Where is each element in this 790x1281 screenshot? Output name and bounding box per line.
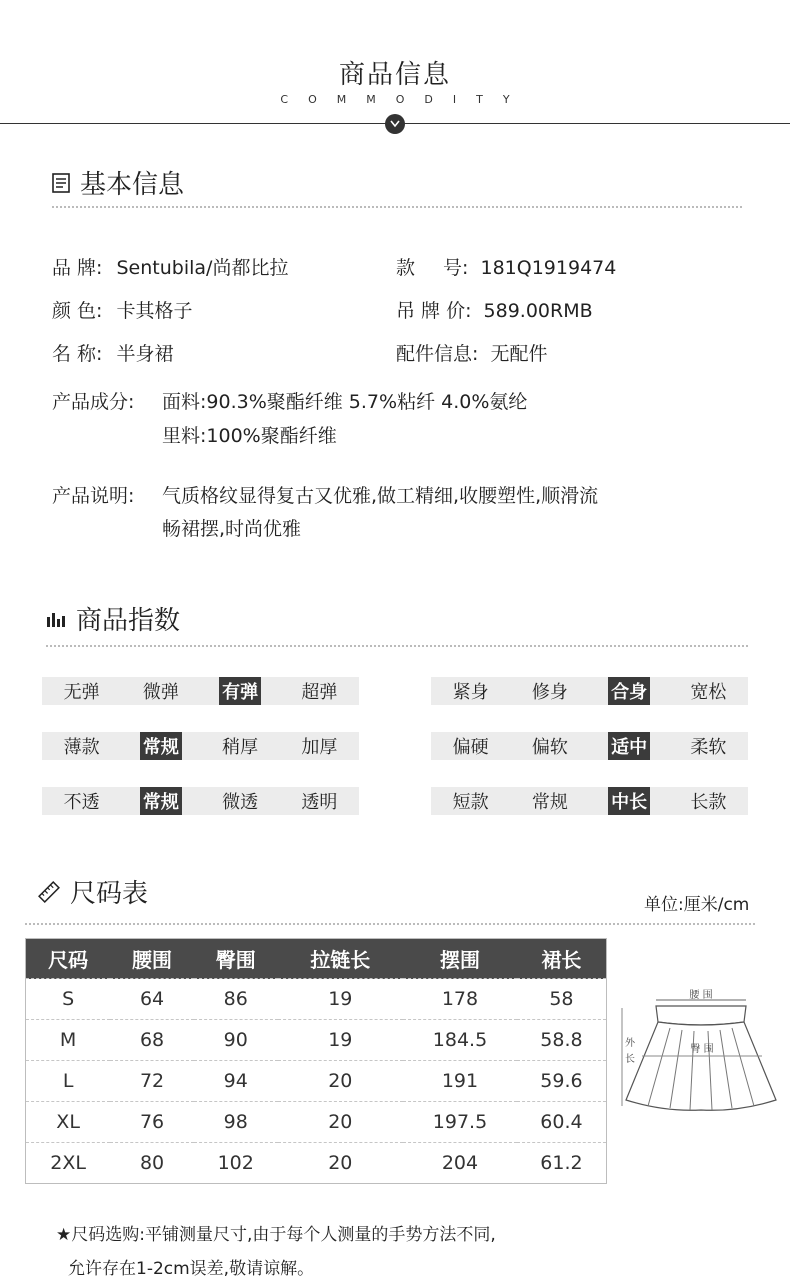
name-label: 名 称: (52, 343, 103, 365)
waist-label: 腰 围 (689, 990, 713, 1001)
table-row (26, 1061, 607, 1102)
skirt-waistband (656, 1006, 746, 1025)
basic-info-title: 基本信息 (80, 170, 185, 200)
scale-option: 不透 (63, 792, 100, 813)
scale-option: 偏软 (531, 737, 568, 758)
scale-option: 加厚 (301, 737, 338, 758)
length-label-1: 外 (625, 1038, 635, 1049)
table-cell: M (26, 1020, 111, 1061)
scale-option: 无弹 (63, 682, 100, 703)
column-header: 拉链长 (278, 939, 404, 979)
hip-label: 臀 围 (690, 1044, 714, 1055)
accessory-value: 无配件 (490, 343, 548, 365)
composition-line-1: 面料:90.3%聚酯纤维 5.7%粘纤 4.0%氨纶 (162, 391, 528, 413)
accessory-row (396, 339, 547, 366)
price-label: 吊 牌 价: (396, 300, 472, 322)
scale-option-selected: 合身 (590, 677, 669, 705)
ruler-icon (38, 881, 60, 903)
table-cell: 58.8 (517, 1020, 607, 1061)
table-row (26, 1102, 607, 1143)
table-cell: 94 (194, 1061, 278, 1102)
price-row (396, 296, 593, 323)
table-cell: 86 (194, 979, 278, 1020)
style-row (396, 253, 616, 280)
bar-chart-icon (46, 611, 66, 627)
name-value: 半身裙 (116, 343, 174, 365)
table-cell: 19 (278, 979, 404, 1020)
size-note-line-2: 允许存在1-2cm误差,敬请谅解。 (68, 1259, 315, 1279)
fit-scale (431, 677, 748, 705)
style-value: 181Q1919474 (480, 257, 617, 279)
size-divider (25, 923, 755, 925)
table-cell: L (26, 1061, 111, 1102)
scale-option: 修身 (531, 682, 568, 703)
table-cell: 60.4 (517, 1102, 607, 1143)
table-cell: S (26, 979, 111, 1020)
document-icon (52, 173, 70, 193)
scale-option-selected: 常规 (121, 732, 200, 760)
length-scale (431, 787, 748, 815)
name-row (52, 339, 174, 366)
length-label-2: 长 (625, 1054, 635, 1065)
chevron-down-icon (385, 114, 405, 134)
scale-option-selected: 中长 (590, 787, 669, 815)
elasticity-scale (42, 677, 359, 705)
color-row (52, 296, 193, 323)
scale-option-selected: 适中 (590, 732, 669, 760)
size-heading (38, 873, 148, 910)
index-title: 商品指数 (76, 606, 181, 636)
table-cell: 58 (517, 979, 607, 1020)
page-title: 商品信息 (338, 60, 451, 90)
table-cell: 102 (194, 1143, 278, 1184)
scale-option: 薄款 (63, 737, 100, 758)
table-cell: 90 (194, 1020, 278, 1061)
table-cell: 64 (110, 979, 194, 1020)
table-cell: 80 (110, 1143, 194, 1184)
price-value: 589.00RMB (483, 300, 593, 322)
table-row (26, 1020, 607, 1061)
skirt-body (626, 1022, 776, 1110)
column-header: 尺码 (26, 939, 111, 979)
scale-option-selected: 有弹 (201, 677, 280, 705)
index-heading (46, 600, 180, 637)
basic-info-divider (52, 206, 742, 208)
table-cell: 59.6 (517, 1061, 607, 1102)
table-cell: 184.5 (403, 1020, 517, 1061)
table-cell: XL (26, 1102, 111, 1143)
description-line-2: 畅裙摆,时尚优雅 (162, 518, 302, 540)
composition-label: 产品成分: (52, 391, 135, 413)
scale-option-selected: 常规 (121, 787, 200, 815)
scale-option: 微弹 (142, 682, 179, 703)
table-row (26, 979, 607, 1020)
column-header: 臀围 (194, 939, 278, 979)
transparency-scale (42, 787, 359, 815)
unit-label: 单位:厘米/cm (644, 895, 750, 915)
scale-option: 常规 (531, 792, 568, 813)
thickness-scale (42, 732, 359, 760)
table-cell: 2XL (26, 1143, 111, 1184)
scale-option: 短款 (452, 792, 489, 813)
scale-option: 超弹 (301, 682, 338, 703)
brand-value: Sentubila/尚都比拉 (116, 257, 289, 279)
index-divider (46, 645, 748, 647)
brand-label: 品 牌: (52, 257, 103, 279)
column-header: 裙长 (517, 939, 607, 979)
table-cell: 61.2 (517, 1143, 607, 1184)
size-note-line-1: ★尺码选购:平铺测量尺寸,由于每个人测量的手势方法不同, (56, 1225, 496, 1245)
table-cell: 98 (194, 1102, 278, 1143)
style-label: 款 号: (396, 257, 469, 279)
page-subtitle: COMMODITY (280, 93, 530, 106)
table-cell: 19 (278, 1020, 404, 1061)
table-row (26, 1143, 607, 1184)
table-cell: 197.5 (403, 1102, 517, 1143)
scale-option: 稍厚 (222, 737, 259, 758)
composition-line-2: 里料:100%聚酯纤维 (162, 425, 337, 447)
brand-row (52, 253, 288, 280)
table-cell: 72 (110, 1061, 194, 1102)
table-cell: 191 (403, 1061, 517, 1102)
color-label: 颜 色: (52, 300, 103, 322)
skirt-measurement-diagram (618, 988, 780, 1123)
table-cell: 20 (278, 1102, 404, 1143)
column-header: 摆围 (403, 939, 517, 979)
table-cell: 178 (403, 979, 517, 1020)
table-cell: 204 (403, 1143, 517, 1184)
softness-scale (431, 732, 748, 760)
size-table (25, 938, 607, 1184)
scale-option: 微透 (222, 792, 259, 813)
scale-option: 长款 (690, 792, 727, 813)
scale-option: 透明 (301, 792, 338, 813)
scale-option: 柔软 (690, 737, 727, 758)
description-label: 产品说明: (52, 485, 135, 507)
table-cell: 68 (110, 1020, 194, 1061)
basic-info-heading (52, 164, 184, 201)
description-line-1: 气质格纹显得复古又优雅,做工精细,收腰塑性,顺滑流 (162, 485, 599, 507)
color-value: 卡其格子 (116, 300, 193, 322)
scale-option: 偏硬 (452, 737, 489, 758)
scale-option: 紧身 (452, 682, 489, 703)
accessory-label: 配件信息: (396, 343, 479, 365)
table-header-row (26, 939, 607, 979)
column-header: 腰围 (110, 939, 194, 979)
table-cell: 76 (110, 1102, 194, 1143)
size-title: 尺码表 (70, 879, 149, 909)
table-cell: 20 (278, 1143, 404, 1184)
scale-option: 宽松 (690, 682, 727, 703)
table-cell: 20 (278, 1061, 404, 1102)
